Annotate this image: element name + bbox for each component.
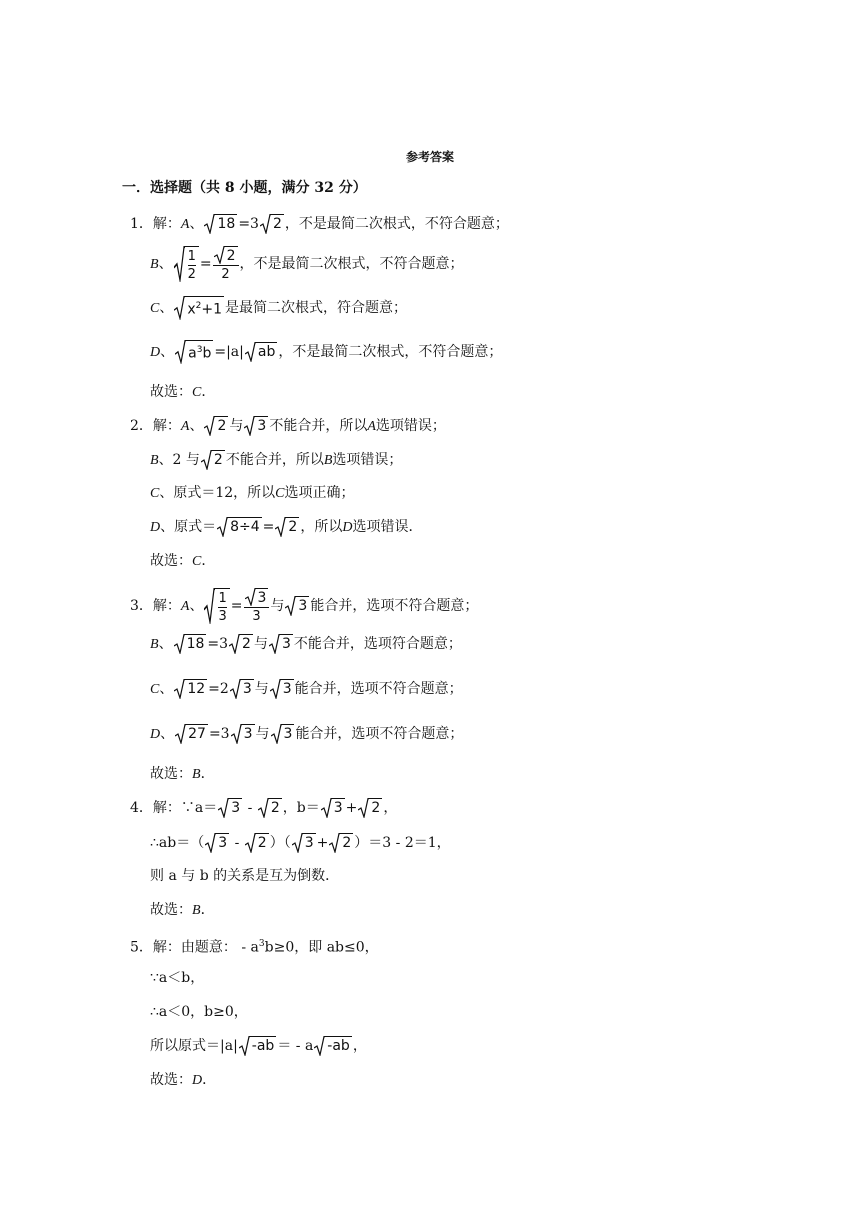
sqrt-2: 2 bbox=[329, 833, 353, 853]
q3-number: 3．解： bbox=[130, 598, 181, 614]
q1-option-b: B、 $\frac{1}{2}$ = $\frac{2}{2}$ ，不是最简二次根式，不符合题意； bbox=[150, 248, 464, 282]
q2-option-d: D、原式＝ 8÷4 = 2 ，所以D选项错误． bbox=[150, 519, 423, 535]
q2-number: 2．解： bbox=[130, 418, 181, 434]
q3-answer: 故选：B． bbox=[150, 766, 215, 782]
sqrt-neg-ab: -ab bbox=[239, 1036, 277, 1056]
q1-option-a: 1．解：A、 18 =3 2 ，不是最简二次根式，不符合题意； bbox=[130, 216, 509, 232]
q4-number: 4．解： bbox=[130, 800, 181, 816]
section-heading: 一．选择题（共 8 小题，满分 32 分） bbox=[122, 180, 367, 196]
sqrt-a3b: $a^3b$ bbox=[175, 340, 213, 364]
sqrt-3: 3 bbox=[231, 724, 255, 744]
q1-answer: 故选：C． bbox=[150, 384, 216, 400]
sqrt-2: 2 bbox=[275, 517, 299, 537]
sqrt-one-half: $\frac{1}{2}$ bbox=[174, 246, 199, 282]
sqrt-3: 3 bbox=[285, 596, 309, 616]
q3-option-b: B、 18 =3 2 与 3 不能合并，选项符合题意； bbox=[150, 636, 462, 652]
sqrt-2: 2 bbox=[258, 798, 282, 818]
q3-option-c: C、 12 =2 3 与 3 能合并，选项不符合题意； bbox=[150, 681, 463, 697]
page-title: 参考答案 bbox=[405, 150, 454, 164]
sqrt-3: 3 bbox=[270, 679, 294, 699]
sqrt-3: 3 bbox=[271, 724, 295, 744]
option-label: C bbox=[150, 300, 160, 316]
sqrt-2: 2 bbox=[358, 798, 382, 818]
sqrt-18: 18 bbox=[174, 634, 207, 654]
q4-line-1: 4．解：∵a＝ 3 - 2 ，b＝ 3 + 2 ， bbox=[130, 800, 398, 816]
sqrt-2: 2 bbox=[245, 833, 269, 853]
sqrt-27: 27 bbox=[175, 724, 208, 744]
q5-number: 5．解： bbox=[130, 939, 181, 956]
q2-option-a: 2．解：A、 2 与 3 不能合并，所以A选项错误； bbox=[130, 418, 446, 434]
sqrt-3: 3 bbox=[218, 798, 242, 818]
q5-line-2: ∵a＜b， bbox=[150, 970, 205, 986]
q3-option-a: 3．解：A、 $\frac{1}{3}$ = $\frac{3}{3}$ 与 3 能合并，选项不符合题意； bbox=[130, 590, 479, 624]
sqrt-3: 3 bbox=[230, 679, 254, 699]
sqrt-18: 18 bbox=[204, 214, 237, 234]
sqrt-3: 3 bbox=[205, 833, 229, 853]
sqrt-one-third: $\frac{1}{3}$ bbox=[204, 588, 229, 624]
sqrt-3: 3 bbox=[321, 798, 345, 818]
sqrt-2: 2 bbox=[229, 634, 253, 654]
q5-answer: 故选：D． bbox=[150, 1072, 217, 1088]
option-label: A bbox=[180, 217, 190, 232]
q5-line-3: ∴a＜0，b≥0， bbox=[150, 1004, 248, 1020]
q2-option-b: B、2 与 2 不能合并，所以B选项错误； bbox=[150, 452, 403, 468]
sqrt-2: 2 bbox=[260, 214, 284, 234]
sqrt-8-div-4: 8÷4 bbox=[217, 517, 262, 537]
q5-line-1: 5．解：由题意： - $a^3b\ge 0$，即 ab≤0， bbox=[130, 939, 379, 956]
q4-line-3: 则 a 与 b 的关系是互为倒数． bbox=[150, 868, 340, 884]
q3-option-d: D、 27 =3 3 与 3 能合并，选项不符合题意； bbox=[150, 726, 464, 742]
q4-answer: 故选：B． bbox=[150, 902, 215, 918]
sqrt-3: 3 bbox=[292, 833, 316, 853]
sqrt-2: 2 bbox=[201, 450, 225, 470]
q1-option-c: C、 $x^2+1$ 是最简二次根式，符合题意； bbox=[150, 296, 407, 320]
q4-line-2: ∴ab＝（ 3 - 2 ）（ 3 + 2 ）＝3 - 2＝1， bbox=[150, 835, 451, 851]
sqrt-3: 3 bbox=[244, 416, 268, 436]
sqrt-12: 12 bbox=[174, 679, 207, 699]
sqrt3-over-3: $\frac{3}{3}$ bbox=[244, 588, 270, 624]
q5-line-4: 所以原式＝|a| -ab ＝ - a -ab ， bbox=[150, 1038, 367, 1054]
option-label: D bbox=[150, 344, 161, 360]
q2-option-c: C、原式＝12，所以C选项正确； bbox=[150, 485, 355, 501]
q2-answer: 故选：C． bbox=[150, 553, 216, 569]
option-label: B bbox=[150, 257, 159, 272]
sqrt-2: 2 bbox=[204, 416, 228, 436]
q1-number: 1．解： bbox=[130, 216, 181, 232]
sqrt-ab: ab bbox=[245, 342, 277, 362]
q1-option-d: D、 $a^3b =|a|$ ab ，不是最简二次根式，不符合题意； bbox=[150, 340, 502, 364]
sqrt-x2-plus-1: $x^2+1$ bbox=[174, 296, 224, 320]
sqrt2-over-2: $\frac{2}{2}$ bbox=[213, 246, 239, 282]
sqrt-3: 3 bbox=[269, 634, 293, 654]
sqrt-neg-ab: -ab bbox=[314, 1036, 352, 1056]
